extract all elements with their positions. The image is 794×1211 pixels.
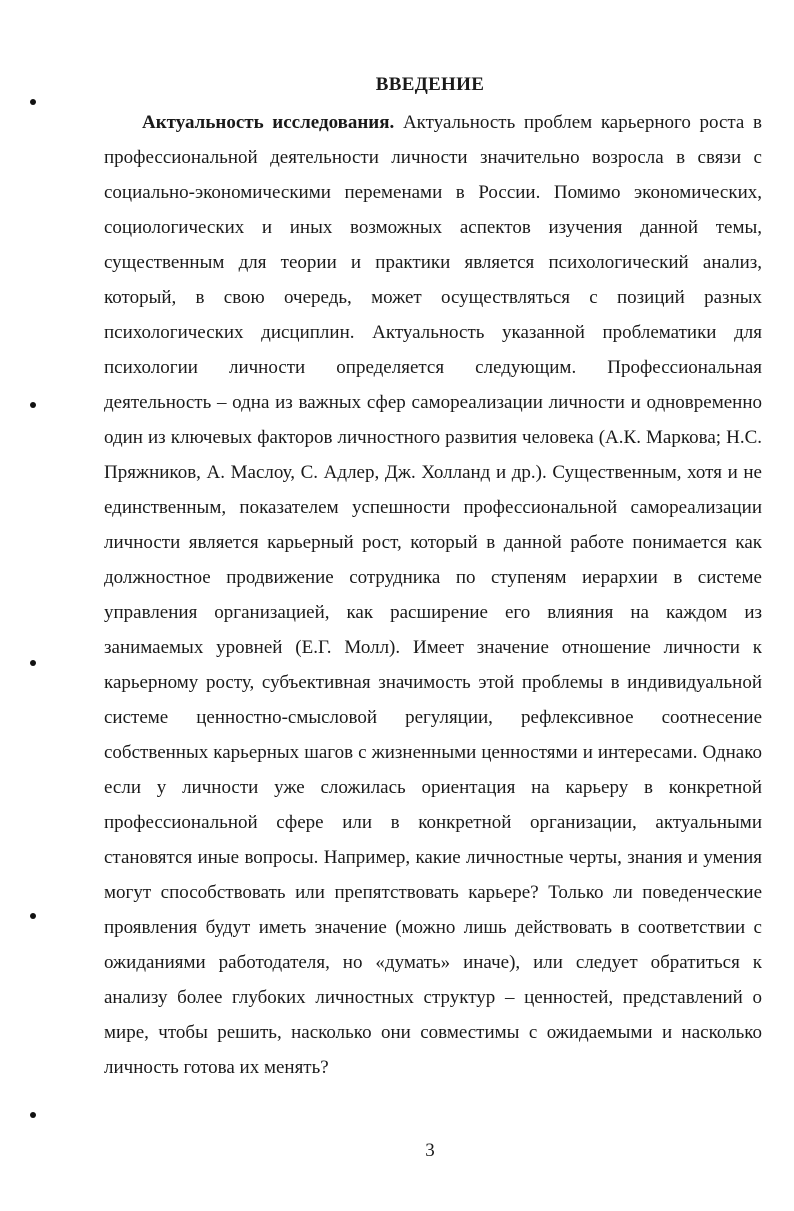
margin-binding-mark (30, 660, 36, 666)
lead-phrase: Актуальность исследования. (142, 112, 395, 133)
body-paragraph (104, 105, 762, 1085)
margin-binding-mark (30, 1112, 36, 1118)
margin-binding-mark (30, 402, 36, 408)
page-number: 3 (425, 1140, 435, 1161)
margin-binding-mark (30, 99, 36, 105)
paragraph-text: Актуальность проблем карьерного роста в профессиональной деятельности личности значительно возросла в связи с социально-экономическими переменами в России. Помимо экономических, социологических и иных возможных аспектов изучения данной темы, существенным для теории и практики является психологический анализ, который, в свою очередь, может осуществляться с позиций разных психологических дисциплин. Актуальность указанной проблематики для психологии личности определяется следующим. Профессиональная деятельность – одна из важных сфер самореализации личности и одновременно один из ключевых факторов личностного развития человека (А.К. Маркова; Н.С. Пряжников, А. Маслоу, С. Адлер, Дж. Холланд и др.). Существенным, хотя и не единственным, показателем успешности профессиональной самореализации личности является карьерный рост, который в данной работе понимается как должностное продвижение сотрудника по ступеням иерархии в системе управления организацией, как расширение его влияния на каждом из занимаемых уровней (Е.Г. Молл). Имеет значение отношение личности к карьерному росту, субъективная значимость этой проблемы в индивидуальной системе ценностно-смысловой регуляции, рефлексивное соотнесение собственных карьерных шагов с жизненными ценностями и интересами. Однако если у личности уже сложилась ориентация на карьеру в конкретной профессиональной сфере или в конкретной организации, актуальными становятся иные вопросы. Например, какие личностные черты, знания и умения могут способствовать или препятствовать карьере? Только ли поведенческие проявления будут иметь значение (можно лишь действовать в соответствии с ожиданиями работодателя, но «думать» иначе), или следует обратиться к анализу более глубоких личностных структур – ценностей, представлений о мире, чтобы решить, насколько они совместимы с ожидаемыми и насколько личность готова их менять? (104, 112, 762, 1078)
margin-binding-mark (30, 913, 36, 919)
section-heading: ВВЕДЕНИЕ (375, 74, 485, 95)
